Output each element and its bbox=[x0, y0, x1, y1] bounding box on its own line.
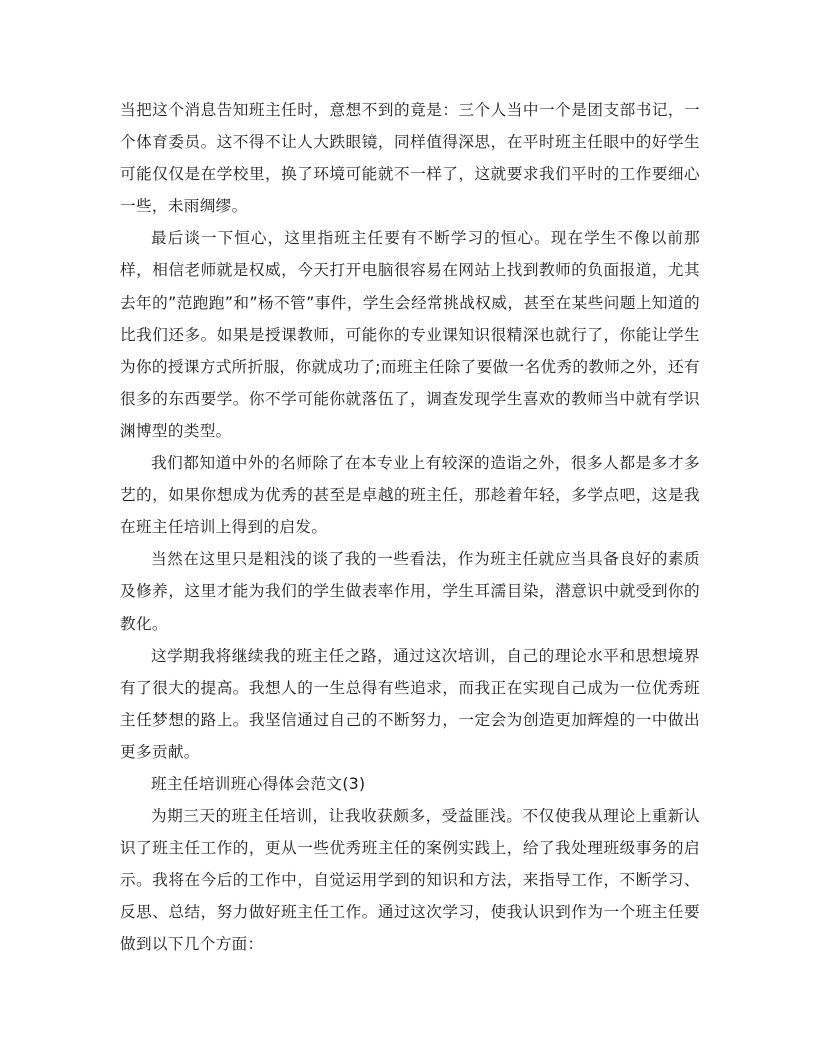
document-body bbox=[120, 94, 700, 961]
paragraph-perseverance: 最后谈一下恒心，这里指班主任要有不断学习的恒心。现在学生不像以前那样，相信老师就是权威，今天打开电脑很容易在网站上找到教师的负面报道，尤其去年的”范跑跑”和”杨不管”事件，学生会经常挑战权威，甚至在某些问题上知道的比我们还多。如果是授课教师，可能你的专业课知识很精深也就行了，你能让学生为你的授课方式所折服，你就成功了;而班主任除了要做一名优秀的教师之外，还有很多的东西要学。你不学可能你就落伍了，调查发现学生喜欢的教师当中就有学识渊博型的类型。 bbox=[120, 229, 700, 440]
paragraph-famous-teachers: 我们都知道中外的名师除了在本专业上有较深的造诣之外，很多人都是多才多艺的，如果你想成为优秀的甚至是卓越的班主任，那趁着年轻，多学点吧，这是我在班主任培训上得到的启发。 bbox=[120, 454, 700, 537]
paragraph-message-to-teacher: 当把这个消息告知班主任时，意想不到的竟是：三个人当中一个是团支部书记，一个体育委员。这不得不让人大跌眼镜，同样值得深思，在平时班主任眼中的好学生可能仅仅是在学校里，换了环境可能就不一样了，这就要求我们平时的工作要细心一些，未雨绸缪。 bbox=[120, 101, 700, 216]
paragraph-three-day-training: 为期三天的班主任培训，让我收获颇多，受益匪浅。不仅使我从理论上重新认识了班主任工作的，更从一些优秀班主任的案例实践上，给了我处理班级事务的启示。我将在今后的工作中，自觉运用学到的知识和方法，来指导工作，不断学习、反思、总结，努力做好班主任工作。通过这次学习，使我认识到作为一个班主任要做到以下几个方面： bbox=[120, 807, 700, 954]
section-heading: 班主任培训班心得体会范文(3) bbox=[151, 774, 366, 793]
paragraph-views: 当然在这里只是粗浅的谈了我的一些看法，作为班主任就应当具备良好的素质及修养，这里才能为我们的学生做表率作用，学生耳濡目染，潜意识中就受到你的教化。 bbox=[120, 550, 700, 633]
paragraph-this-semester: 这学期我将继续我的班主任之路，通过这次培训，自己的理论水平和思想境界有了很大的提高。我想人的一生总得有些追求，而我正在实现自己成为一位优秀班主任梦想的路上。我坚信通过自己的不断努力，一定会为创造更加辉煌的一中做出更多贡献。 bbox=[120, 646, 700, 761]
